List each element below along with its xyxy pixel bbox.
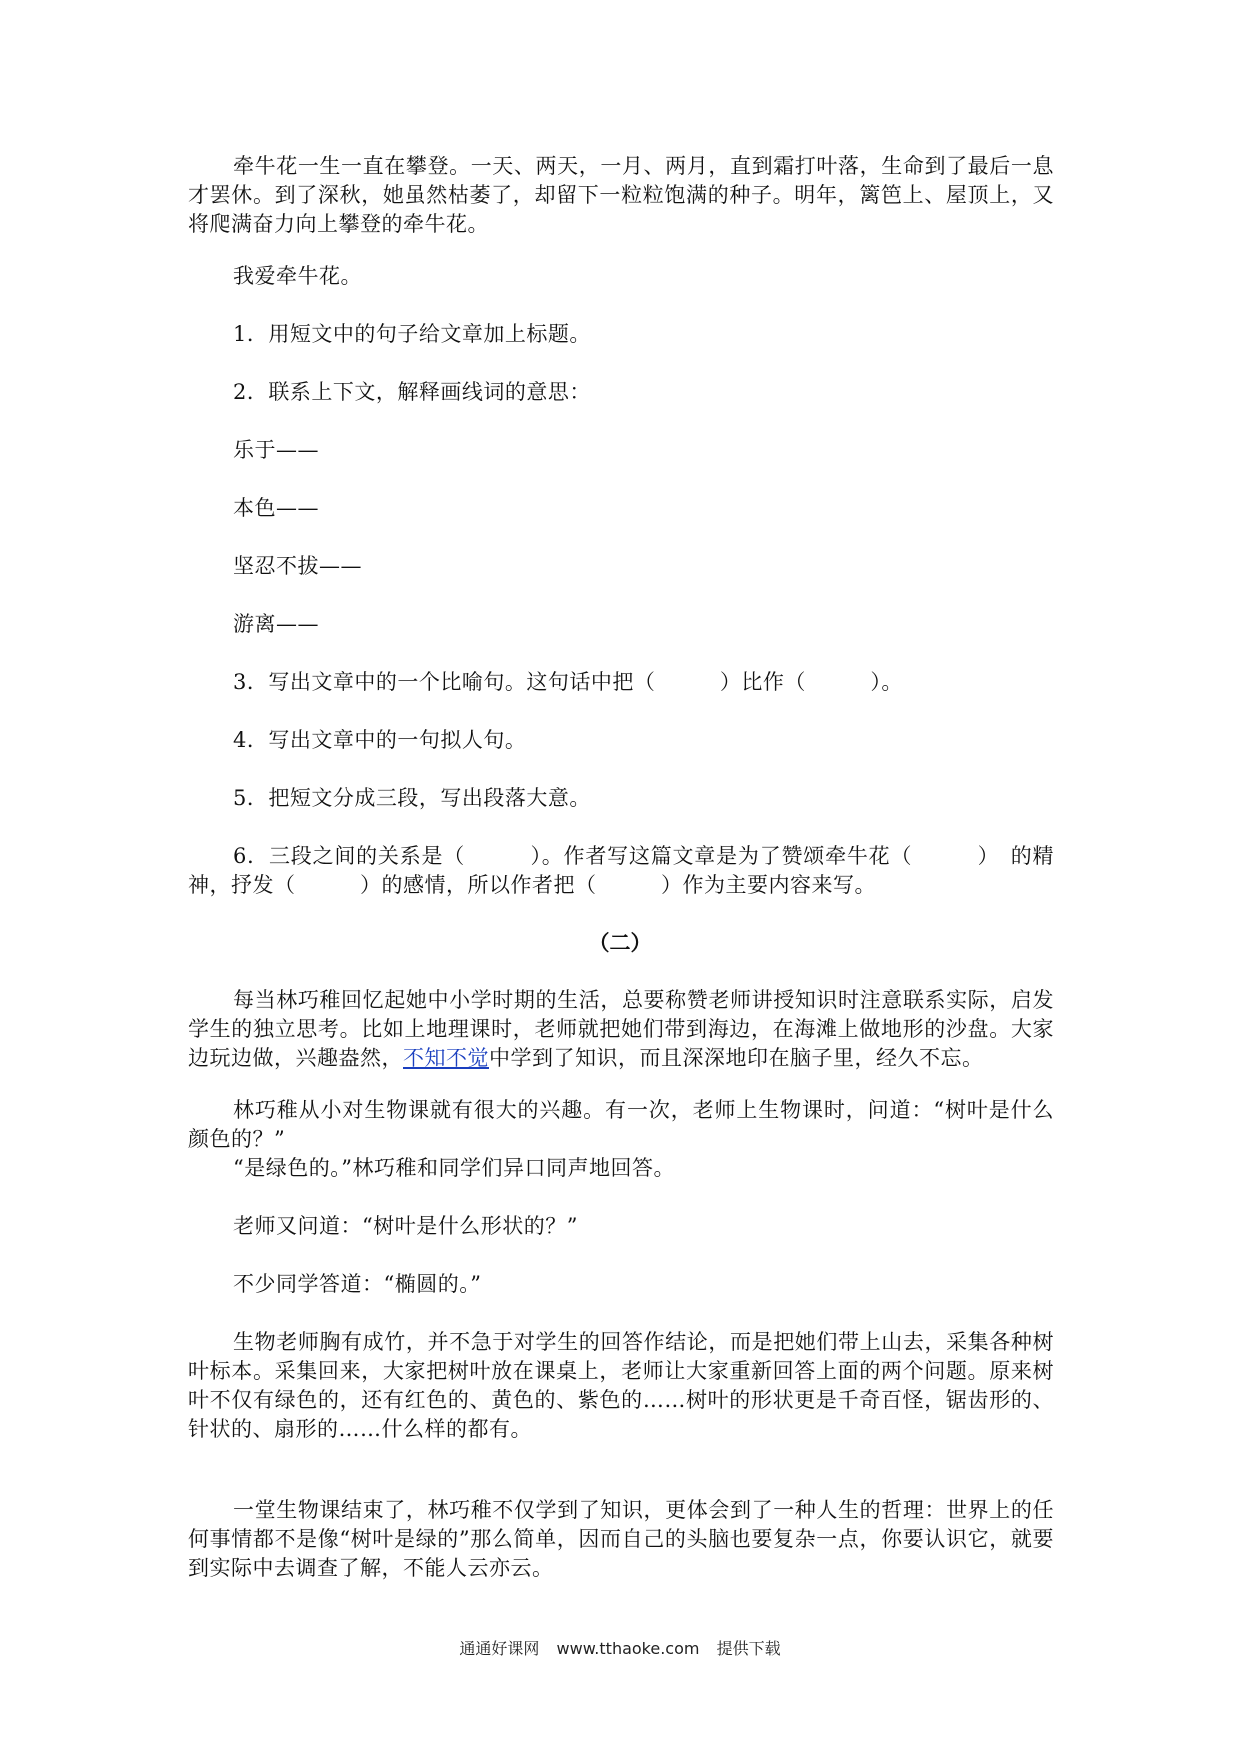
question-4: 4．写出文章中的一句拟人句。 xyxy=(233,728,527,752)
underlined-word-link[interactable]: 不知不觉 xyxy=(403,1046,489,1070)
word-item: 乐于—— xyxy=(233,438,319,462)
article-paragraph: 老师又问道：“树叶是什么形状的？” xyxy=(233,1214,578,1238)
article-paragraph xyxy=(188,986,1054,1073)
word-item: 坚忍不拔—— xyxy=(233,554,362,578)
paragraph-text: 每当林巧稚回忆起她中小学时期的生活，总要称赞老师讲授知识时注意联系实际，启发学生的独立思考。比如上地理课时，老师就把她们带到海边，在海滩上做地形的沙盘。大家边玩边做，兴趣盎然， xyxy=(188,988,1054,1070)
footer-suffix: 提供下载 xyxy=(716,1639,781,1658)
paragraph-text: 中学到了知识，而且深深地印在脑子里，经久不忘。 xyxy=(489,1046,984,1070)
question-2: 2．联系上下文，解释画线词的意思： xyxy=(233,380,591,404)
word-item: 本色—— xyxy=(233,496,319,520)
article-paragraph: 不少同学答道：“椭圆的。” xyxy=(233,1272,482,1296)
passage-paragraph: 牵牛花一生一直在攀登。一天、两天，一月、两月，直到霜打叶落，生命到了最后一息才罢休。到了深秋，她虽然枯萎了，却留下一粒粒饱满的种子。明年，篱笆上、屋顶上，又将爬满奋力向上攀登的牵牛花。 xyxy=(188,154,1054,236)
question-6: 6．三段之间的关系是（ ）。作者写这篇文章是为了赞颂牵牛花（ ） 的精神，抒发（ ）的感情，所以作者把（ ）作为主要内容来写。 xyxy=(188,844,1054,897)
footer-url[interactable]: www.tthaoke.com xyxy=(556,1639,700,1658)
word-item: 游离—— xyxy=(233,612,319,636)
footer-site-name: 通通好课网 xyxy=(459,1639,540,1658)
question-1: 1．用短文中的句子给文章加上标题。 xyxy=(233,322,591,346)
page-footer xyxy=(0,1636,1240,1659)
question-3: 3．写出文章中的一个比喻句。这句话中把（ ）比作（ ）。 xyxy=(233,670,903,694)
passage-closing: 我爱牵牛花。 xyxy=(233,264,362,288)
article-paragraph: “是绿色的。”林巧稚和同学们异口同声地回答。 xyxy=(233,1156,675,1180)
article-paragraph: 林巧稚从小对生物课就有很大的兴趣。有一次，老师上生物课时，问道：“树叶是什么颜色的？” xyxy=(188,1098,1054,1151)
section-heading: （二） xyxy=(588,930,652,955)
article-paragraph: 生物老师胸有成竹，并不急于对学生的回答作结论，而是把她们带上山去，采集各种树叶标本。采集回来，大家把树叶放在课桌上，老师让大家重新回答上面的两个问题。原来树叶不仅有绿色的，还有红色的、黄色的、紫色的……树叶的形状更是千奇百怪，锯齿形的、针状的、扇形的……什么样的都有。 xyxy=(188,1330,1054,1441)
article-paragraph: 一堂生物课结束了，林巧稚不仅学到了知识，更体会到了一种人生的哲理：世界上的任何事情都不是像“树叶是绿的”那么简单，因而自己的头脑也要复杂一点，你要认识它，就要到实际中去调查了解，不能人云亦云。 xyxy=(188,1498,1054,1580)
question-5: 5．把短文分成三段，写出段落大意。 xyxy=(233,786,591,810)
